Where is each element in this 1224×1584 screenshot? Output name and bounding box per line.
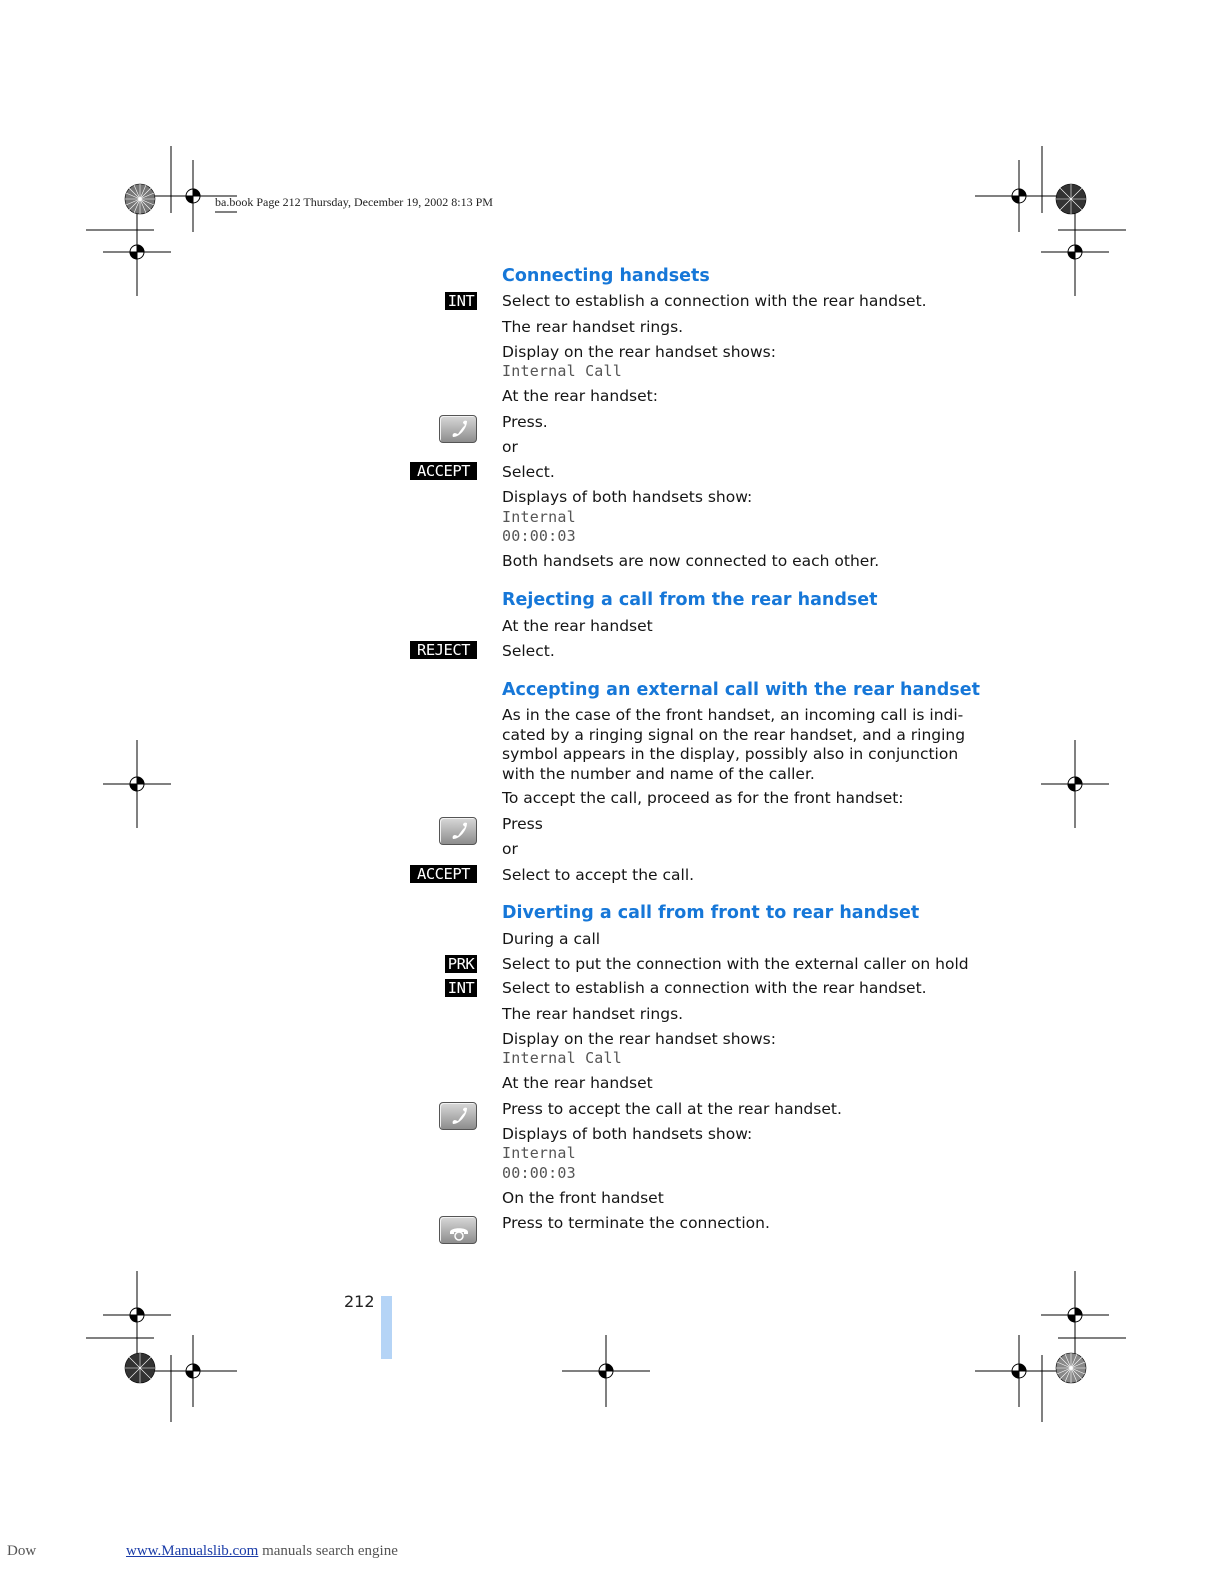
text-line: Select to put the connection with the external caller on hold (502, 955, 969, 973)
text-line: Press to accept the call at the rear handset. (502, 1100, 842, 1118)
display-text: 00:00:03 (502, 1164, 576, 1182)
heading-rejecting-call: Rejecting a call from the rear handset (502, 590, 878, 610)
phone-accept-icon (439, 817, 477, 845)
text-line: Both handsets are now connected to each other. (502, 552, 880, 570)
text-line: At the rear handset (502, 1074, 653, 1092)
text-line: On the front handset (502, 1189, 664, 1207)
text-line: or (502, 438, 518, 456)
display-text: Internal Call (502, 362, 622, 380)
manualslib-link[interactable]: www.Manualslib.com (126, 1543, 259, 1559)
phone-accept-icon (439, 415, 477, 443)
phone-end-icon (439, 1216, 477, 1244)
softkey-prk: PRK (445, 955, 477, 973)
phone-accept-icon (439, 1102, 477, 1130)
paragraph: As in the case of the front handset, an incoming call is indi-cated by a ringing signal on the rear handset, and a ringing symbol appears in the display, possibly also in conjunction with the number and name of the caller. (502, 706, 966, 783)
display-text: Internal (502, 1144, 576, 1162)
footer-prefix: Dow (7, 1543, 37, 1559)
softkey-int: INT (445, 979, 477, 997)
text-line: To accept the call, proceed as for the front handset: (502, 789, 904, 807)
text-line: Select to accept the call. (502, 866, 695, 884)
print-header: ba.book Page 212 Thursday, December 19, 2002 8:13 PM (215, 195, 493, 209)
text-line: The rear handset rings. (502, 318, 684, 336)
text-line: During a call (502, 930, 601, 948)
text-line: or (502, 840, 518, 858)
text-line: The rear handset rings. (502, 1005, 684, 1023)
heading-diverting-call: Diverting a call from front to rear handset (502, 903, 920, 923)
text-line: Select to establish a connection with the rear handset. (502, 292, 927, 310)
text-line: Displays of both handsets show: (502, 1125, 753, 1143)
page-tab-bar (381, 1296, 392, 1359)
text-line: Displays of both handsets show: (502, 488, 753, 506)
display-text: Internal Call (502, 1049, 622, 1067)
footer (126, 1543, 398, 1560)
display-text: 00:00:03 (502, 527, 576, 545)
softkey-reject: REJECT (410, 641, 477, 659)
footer-suffix: manuals search engine (262, 1543, 398, 1559)
text-line: Select to establish a connection with the rear handset. (502, 979, 927, 997)
text-line: Select. (502, 642, 555, 660)
text-line: Press to terminate the connection. (502, 1214, 770, 1232)
softkey-accept: ACCEPT (410, 865, 477, 883)
text-line: Display on the rear handset shows: (502, 1030, 776, 1048)
text-line: At the rear handset (502, 617, 653, 635)
heading-connecting-handsets: Connecting handsets (502, 266, 710, 286)
text-line: At the rear handset: (502, 387, 658, 405)
text-line: Press. (502, 413, 548, 431)
text-line: Display on the rear handset shows: (502, 343, 776, 361)
display-text: Internal (502, 508, 576, 526)
text-line: Press (502, 815, 543, 833)
softkey-int: INT (445, 292, 477, 310)
text-line: Select. (502, 463, 555, 481)
heading-accepting-external-call: Accepting an external call with the rear handset (502, 680, 980, 700)
softkey-accept: ACCEPT (410, 462, 477, 480)
page-number: 212 (344, 1292, 375, 1311)
